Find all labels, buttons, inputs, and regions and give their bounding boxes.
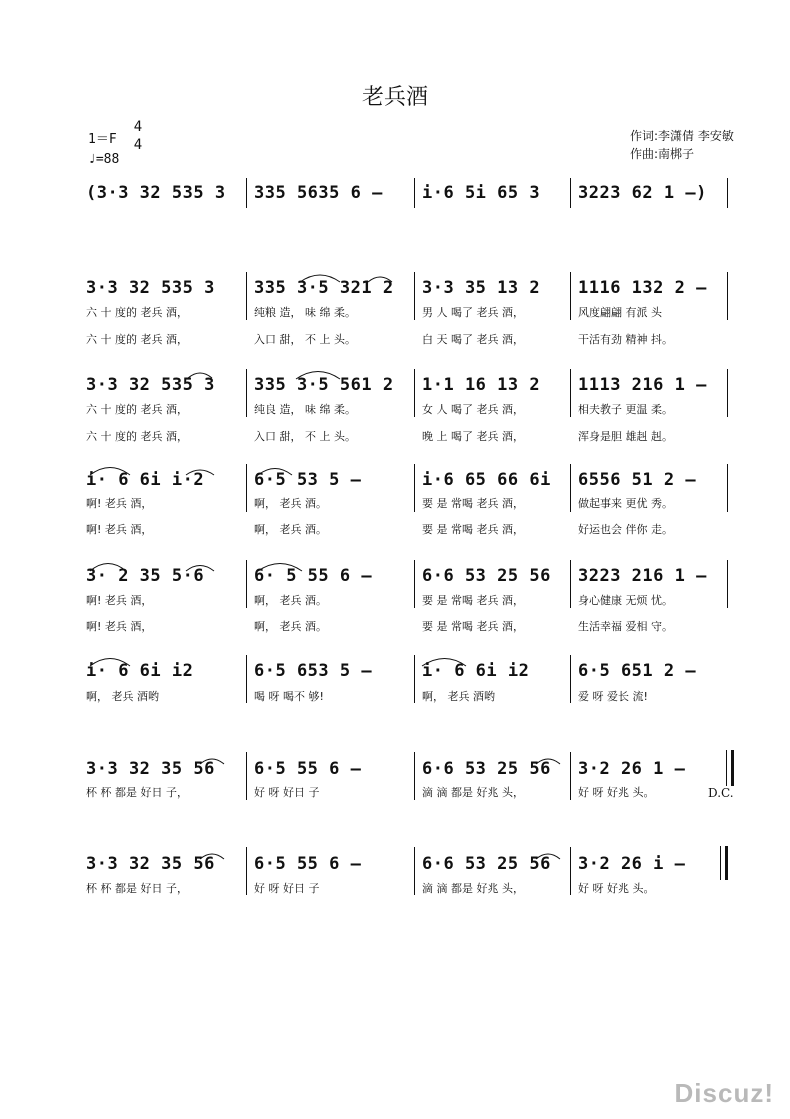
s6-measure-4: 3·2 26 1 – [578,759,686,779]
s2-lyric2-m3: 晚 上 喝了 老兵 酒， [422,430,524,443]
slur [186,470,214,475]
time-signature-bottom: 4 [133,137,143,153]
tempo-value: =88 [95,152,120,167]
s4-measure-2: 6· 5 55 6 – [254,566,373,586]
s2-lyric1-m3: 女 人 喝了 老兵 酒， [422,403,524,416]
s2-lyric2-m4: 浑身是胆 雄赳 赳。 [578,430,673,443]
s3-measure-1: i· 6 6i i·2 [86,470,205,490]
s1-lyric2-m3: 白 天 喝了 老兵 酒， [422,333,524,346]
s1-lyric1-m3: 男 人 喝了 老兵 酒， [422,306,524,319]
s7-measure-3: 6·6 53 25 56 [422,854,551,874]
s2-measure-3: 1·1 16 13 2 [422,375,541,395]
intro-measure-1: (3·3 32 535 3 [86,183,226,203]
s7-lyric1-m2: 好 呀 好日 子 [254,882,320,895]
s4-lyric2-m3: 要 是 常喝 老兵 酒， [422,620,524,633]
s5-measure-1: i· 6 6i i2 [86,661,194,681]
s3-lyric2-m2: 啊， 老兵 酒。 [254,523,327,536]
s7-measure-2: 6·5 55 6 – [254,854,362,874]
slur [186,566,214,572]
s3-lyric2-m1: 啊! 老兵 酒， [86,523,153,536]
s5-lyric1-m1: 啊， 老兵 酒哟 [86,690,159,703]
slur [422,659,466,667]
composer-credit: 作曲:南梆子 [630,147,695,161]
intro-measure-3: i·6 5i 65 3 [422,183,541,203]
s3-lyric1-m2: 啊， 老兵 酒。 [254,497,327,510]
s3-lyric1-m3: 要 是 常喝 老兵 酒， [422,497,524,510]
s1-measure-2: 335 3·5 321 2 [254,278,394,298]
slur [200,759,224,764]
s4-lyric1-m1: 啊! 老兵 酒， [86,594,153,607]
slur [90,564,126,572]
slur [90,468,130,476]
s2-lyric2-m2: 入口 甜， 不 上 头。 [254,430,356,443]
intro-measure-4: 3223 62 1 –) [578,183,707,203]
s2-measure-4: 1113 216 1 – [578,375,707,395]
s2-lyric2-m1: 六 十 度的 老兵 酒， [86,430,188,443]
s5-lyric1-m3: 啊， 老兵 酒哟 [422,690,495,703]
key-signature: 1＝F [88,132,117,147]
s5-measure-3: i· 6 6i i2 [422,661,530,681]
page-title: 老兵酒 [361,85,428,110]
s1-measure-1: 3·3 32 535 3 [86,278,215,298]
s1-lyric2-m2: 入口 甜， 不 上 头。 [254,333,356,346]
s1-lyric1-m2: 纯粮 造， 味 绵 柔。 [254,306,356,319]
slur [296,372,340,380]
slur [536,854,560,859]
s7-lyric1-m4: 好 呀 好兆 头。 [578,882,655,895]
s2-lyric1-m4: 相夫教子 更温 柔。 [578,403,673,416]
s5-lyric1-m2: 喝 呀 喝不 够! [254,690,324,703]
s3-lyric2-m3: 要 是 常喝 老兵 酒， [422,523,524,536]
s6-lyric1-m1: 杯 杯 都是 好日 子， [86,786,188,799]
s3-lyric2-m4: 好运也会 伴你 走。 [578,523,673,536]
slur [300,275,340,282]
slur [200,854,224,859]
s6-lyric1-m3: 滴 滴 都是 好兆 头， [422,786,524,799]
s1-lyric1-m4: 风度翩翩 有派 头 [578,306,662,319]
s2-lyric1-m1: 六 十 度的 老兵 酒， [86,403,188,416]
s3-lyric1-m4: 做起事来 更优 秀。 [578,497,673,510]
slur [536,759,560,764]
s2-measure-2: 335 3·5 561 2 [254,375,394,395]
s1-lyric1-m1: 六 十 度的 老兵 酒， [86,306,188,319]
s5-lyric1-m4: 爱 呀 爱长 流! [578,690,648,703]
s3-measure-2: 6·5 53 5 – [254,470,362,490]
quarter-note-icon: ♩ [88,152,96,167]
s7-lyric1-m3: 滴 滴 都是 好兆 头， [422,882,524,895]
s4-lyric1-m3: 要 是 常喝 老兵 酒， [422,594,524,607]
s4-lyric2-m1: 啊! 老兵 酒， [86,620,153,633]
slur [368,277,392,282]
da-capo-marking: D.C. [708,786,734,800]
time-signature-top: 4 [133,119,143,135]
s6-lyric1-m4: 好 呀 好兆 头。 [578,786,655,799]
s1-measure-4: 1116 132 2 – [578,278,707,298]
s4-lyric1-m4: 身心健康 无烦 忧。 [578,594,673,607]
s1-lyric2-m4: 干活有劲 精神 抖。 [578,333,673,346]
s6-measure-1: 3·3 32 35 56 [86,759,215,779]
s3-lyric1-m1: 啊! 老兵 酒， [86,497,153,510]
s5-measure-2: 6·5 653 5 – [254,661,373,681]
slur [188,373,212,378]
s4-lyric1-m2: 啊， 老兵 酒。 [254,594,327,607]
s2-measure-1: 3·3 32 535 3 [86,375,215,395]
s1-measure-3: 3·3 35 13 2 [422,278,541,298]
s5-measure-4: 6·5 651 2 – [578,661,697,681]
watermark-logo: Discuz! [674,1078,774,1108]
s3-measure-4: 6556 51 2 – [578,470,697,490]
s7-measure-1: 3·3 32 35 56 [86,854,215,874]
s4-measure-1: 3· 2 35 5·6 [86,566,205,586]
s1-lyric2-m1: 六 十 度的 老兵 酒， [86,333,188,346]
s7-measure-4: 3·2 26 i – [578,854,686,874]
slur [258,564,302,572]
lyricist-credit: 作词:李潇倩 李安敏 [630,129,734,143]
slur [258,469,292,476]
s6-measure-3: 6·6 53 25 56 [422,759,551,779]
s6-lyric1-m2: 好 呀 好日 子 [254,786,320,799]
s7-lyric1-m1: 杯 杯 都是 好日 子， [86,882,188,895]
s2-lyric1-m2: 纯良 造， 味 绵 柔。 [254,403,356,416]
slur [90,659,130,667]
s4-measure-4: 3223 216 1 – [578,566,707,586]
s4-lyric2-m4: 生活幸福 爱相 守。 [578,620,673,633]
s3-measure-3: i·6 65 66 6i [422,470,551,490]
s6-measure-2: 6·5 55 6 – [254,759,362,779]
intro-measure-2: 335 5635 6 – [254,183,383,203]
s4-measure-3: 6·6 53 25 56 [422,566,551,586]
s4-lyric2-m2: 啊， 老兵 酒。 [254,620,327,633]
